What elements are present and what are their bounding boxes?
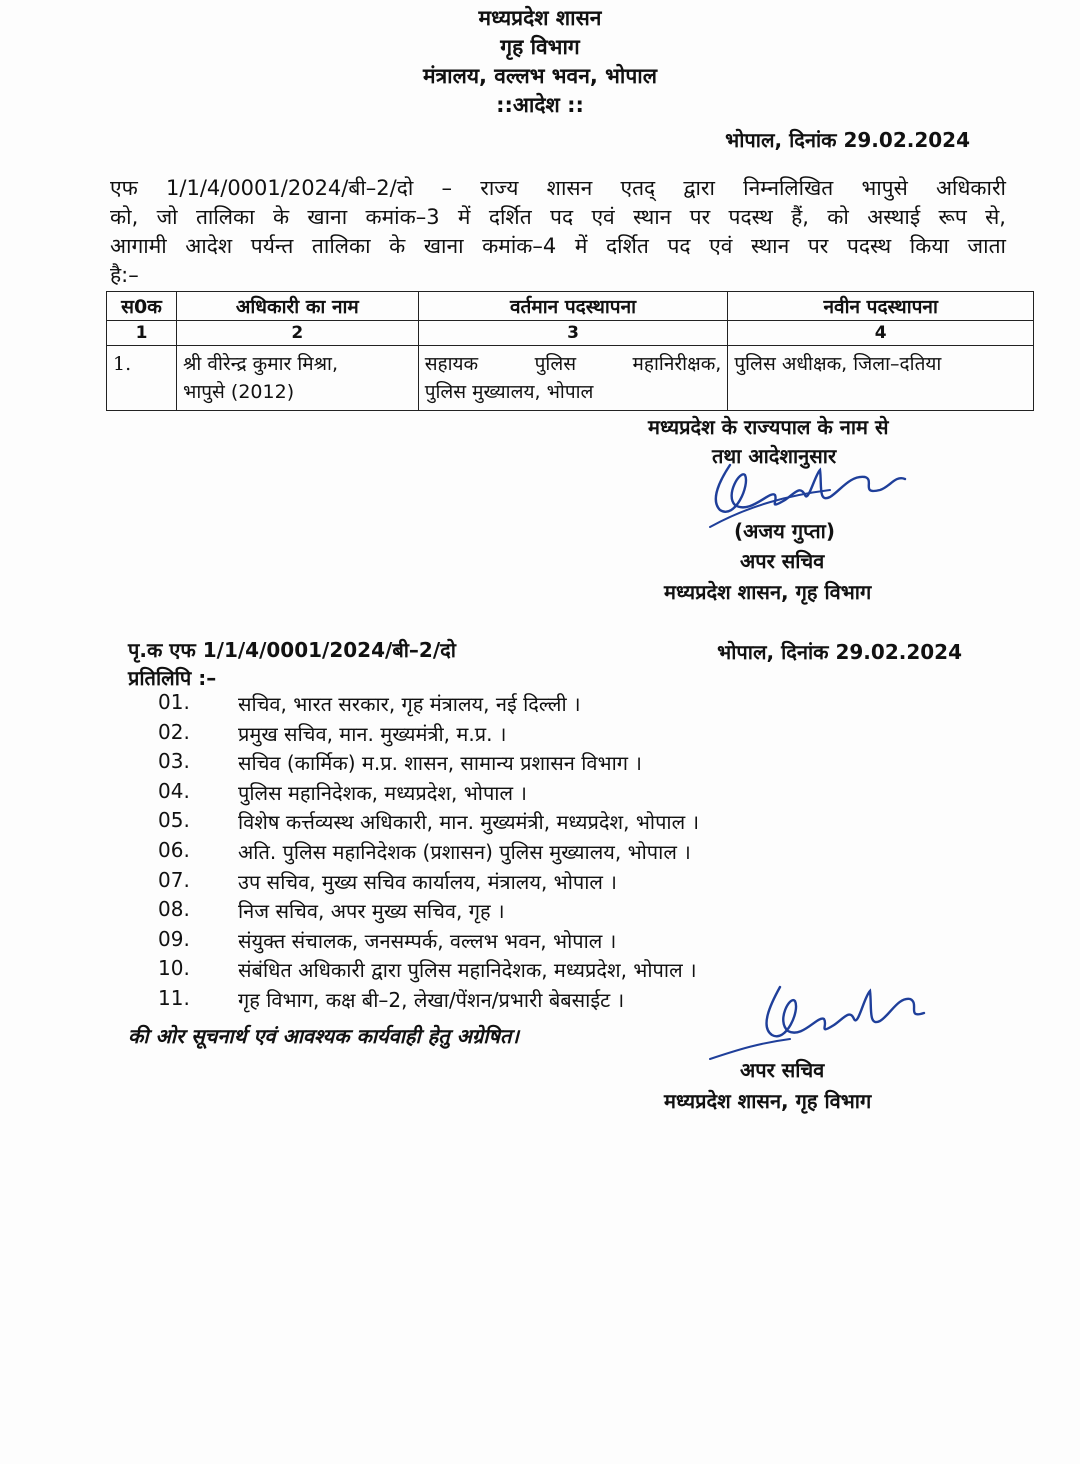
table-row [107,346,1034,411]
item-text: विशेष कर्त्तव्यस्थ अधिकारी, मान. मुख्यमंत्री, मध्यप्रदेश, भोपाल । [238,810,700,835]
endorsement-date: भोपाल, दिनांक 29.02.2024 [717,640,962,664]
body-line: है:– [110,263,139,287]
item-text: उप सचिव, मुख्य सचिव कार्यालय, मंत्रालय, भोपाल । [238,869,617,894]
item-number: 10. [158,956,190,981]
signature-ink-2 [700,975,940,1065]
item-number: 09. [158,926,190,951]
item-text: अति. पुलिस महानिदेशक (प्रशासन) पुलिस मुख्यालय, भोपाल । [238,839,691,864]
item-number: 07. [158,867,190,892]
posting-table [106,291,1034,411]
item-number: 03. [158,749,190,774]
item-number: 06. [158,837,190,862]
col-number: 2 [176,321,418,346]
header-order-title: ::आदेश :: [496,93,584,117]
cell-current-posting [418,346,728,411]
sig1-department: मध्यप्रदेश शासन, गृह विभाग [664,580,872,604]
order-body [110,174,1006,290]
header-address: मंत्रालय, वल्लभ भवन, भोपाल [423,64,657,88]
officer-service: भापुसे (2012) [182,381,295,403]
sig2-department: मध्यप्रदेश शासन, गृह विभाग [664,1089,872,1113]
item-number: 01. [158,690,190,714]
sig2-designation: अपर सचिव [740,1058,825,1082]
current-posting-line: पुलिस मुख्यालय, भोपाल [424,381,594,403]
endorsement-ref: पृ.क एफ 1/1/4/0001/2024/बी–2/दो [128,638,456,662]
col-header-new: नवीन पदस्थापना [728,292,1034,321]
cell-sno: 1. [107,346,177,411]
item-text: सचिव, भारत सरकार, गृह मंत्रालय, नई दिल्ली । [238,692,581,716]
item-text: पुलिस महानिदेशक, मध्यप्रदेश, भोपाल । [238,780,527,805]
sig1-on-behalf: मध्यप्रदेश के राज्यपाल के नाम से [648,415,889,439]
order-date: भोपाल, दिनांक 29.02.2024 [725,128,970,152]
item-text: संबंधित अधिकारी द्वारा पुलिस महानिदेशक, मध्यप्रदेश, भोपाल । [238,958,697,983]
col-header-name: अधिकारी का नाम [176,292,418,321]
table-header-row [107,292,1034,321]
body-line: एफ 1/1/4/0001/2024/बी–2/दो – राज्य शासन एतद् द्वारा निम्नलिखित भापुसे अधिकारी [110,176,1006,200]
header-department: गृह विभाग [500,35,580,59]
item-number: 08. [158,897,190,922]
col-number: 3 [418,321,728,346]
sig1-name: (अजय गुप्ता) [734,519,835,543]
item-number: 02. [158,719,190,744]
item-text: प्रमुख सचिव, मान. मुख्यमंत्री, म.प्र. । [238,721,507,746]
current-posting-line: सहायक पुलिस महानिरीक्षक, [424,353,722,375]
item-text: सचिव (कार्मिक) म.प्र. शासन, सामान्य प्रशासन विभाग । [238,751,642,776]
forwarding-note: की ओर सूचनार्थ एवं आवश्यक कार्यवाही हेतु अग्रेषित। [128,1024,519,1048]
col-number: 1 [107,321,177,346]
body-line: आगामी आदेश पर्यन्त तालिका के खाना कमांक–4 में दर्शित पद एवं स्थान पर पदस्थ किया जाता [110,234,1006,258]
item-text: गृह विभाग, कक्ष बी–2, लेखा/पेंशन/प्रभारी बेबसाईट । [238,987,625,1012]
table-number-row [107,321,1034,346]
cell-officer-name [176,346,418,411]
col-number: 4 [728,321,1034,346]
cell-new-posting: पुलिस अधीक्षक, जिला–दतिया [728,346,1034,411]
item-number: 05. [158,808,190,833]
item-text: संयुक्त संचालक, जनसम्पर्क, वल्लभ भवन, भोपाल । [238,928,617,953]
col-header-current: वर्तमान पदस्थापना [418,292,728,321]
sig1-by-order: तथा आदेशानुसार [712,444,837,468]
item-number: 04. [158,778,190,803]
officer-name: श्री वीरेन्द्र कुमार मिश्रा, [182,353,339,375]
item-text: निज सचिव, अपर मुख्य सचिव, गृह । [238,899,505,924]
copy-label: प्रतिलिपि :– [128,666,217,690]
item-number: 11. [158,985,190,1010]
sig1-designation: अपर सचिव [740,549,825,573]
header-govt: मध्यप्रदेश शासन [478,6,602,30]
col-header-sno: स0क [107,292,177,321]
body-line: को, जो तालिका के खाना कमांक–3 में दर्शित पद एवं स्थान पर पदस्थ हैं, को अस्थाई रूप से, [110,205,1006,229]
